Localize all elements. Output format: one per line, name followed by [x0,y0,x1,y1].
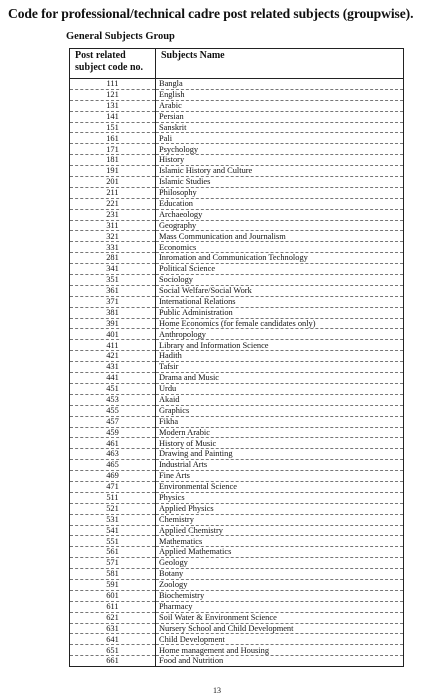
subject-name: Political Science [156,264,404,275]
subject-name: Akaid [156,394,404,405]
subject-name: Pharmacy [156,601,404,612]
table-row [70,601,404,612]
subject-name: Industrial Arts [156,460,404,471]
subject-code: 381 [70,307,156,318]
table-row [70,264,404,275]
table-row [70,187,404,198]
table-row [70,623,404,634]
subject-name: Sanskrit [156,122,404,133]
subject-name: Arabic [156,100,404,111]
table-row [70,558,404,569]
subject-name: Geology [156,558,404,569]
subject-code: 161 [70,133,156,144]
table-row [70,253,404,264]
subject-name: Mathematics [156,536,404,547]
table-row [70,503,404,514]
subject-code: 131 [70,100,156,111]
subject-code: 121 [70,89,156,100]
subject-name: Islamic Studies [156,177,404,188]
table-row [70,405,404,416]
subject-name: Graphics [156,405,404,416]
subject-name: Social Welfare/Social Work [156,285,404,296]
table-row [70,514,404,525]
table-row [70,427,404,438]
subject-name: Islamic History and Culture [156,166,404,177]
table-row [70,536,404,547]
table-row [70,122,404,133]
table-row [70,438,404,449]
table-row [70,209,404,220]
table-row [70,481,404,492]
table-row [70,242,404,253]
subject-code: 351 [70,275,156,286]
subject-code: 231 [70,209,156,220]
table-row [70,383,404,394]
table-row [70,634,404,645]
subject-code: 331 [70,242,156,253]
subject-code: 281 [70,253,156,264]
subject-code: 141 [70,111,156,122]
subject-code: 453 [70,394,156,405]
subject-code: 531 [70,514,156,525]
subject-code: 221 [70,198,156,209]
header-code: Post related subject code no. [70,49,156,79]
subject-name: Sociology [156,275,404,286]
subject-code: 611 [70,601,156,612]
table-row [70,89,404,100]
subject-code: 521 [70,503,156,514]
table-row [70,569,404,580]
subject-name: Hadith [156,351,404,362]
subject-name: Economics [156,242,404,253]
table-row [70,449,404,460]
subject-code: 341 [70,264,156,275]
subject-name: Persian [156,111,404,122]
subject-name: Biochemistry [156,590,404,601]
subject-code: 455 [70,405,156,416]
subject-name: Zoology [156,579,404,590]
subject-code: 321 [70,231,156,242]
subject-code: 191 [70,166,156,177]
table-row [70,656,404,667]
subject-code: 181 [70,155,156,166]
subject-name: History [156,155,404,166]
table-row [70,307,404,318]
table-row [70,155,404,166]
subject-name: Urdu [156,383,404,394]
subject-name: English [156,89,404,100]
subject-code: 457 [70,416,156,427]
header-subject: Subjects Name [156,49,404,79]
subject-name: Education [156,198,404,209]
table-row [70,416,404,427]
subject-name: Nursery School and Child Development [156,623,404,634]
table-row [70,590,404,601]
table-row [70,177,404,188]
subject-code: 421 [70,351,156,362]
table-row [70,133,404,144]
table-row [70,144,404,155]
subject-name: Applied Physics [156,503,404,514]
subject-name: Fine Arts [156,471,404,482]
subject-name: Drawing and Painting [156,449,404,460]
subject-name: Home Economics (for female candidates only) [156,318,404,329]
table-row [70,296,404,307]
subject-code: 511 [70,492,156,503]
subject-code: 451 [70,383,156,394]
subject-code: 391 [70,318,156,329]
table-row [70,471,404,482]
subject-name: Botany [156,569,404,580]
table-row [70,166,404,177]
table-row [70,198,404,209]
subject-code: 581 [70,569,156,580]
subject-code: 441 [70,373,156,384]
subject-name: Mass Communication and Journalism [156,231,404,242]
subject-code: 541 [70,525,156,536]
subject-name: Applied Chemistry [156,525,404,536]
subject-name: Bangla [156,79,404,90]
table-row [70,492,404,503]
subject-code: 465 [70,460,156,471]
subject-code: 661 [70,656,156,667]
subject-code: 311 [70,220,156,231]
subject-name: Geography [156,220,404,231]
subjects-table [69,48,404,667]
subject-code: 641 [70,634,156,645]
subject-code: 201 [70,177,156,188]
table-row [70,111,404,122]
subject-name: History of Music [156,438,404,449]
subject-name: Inromation and Communication Technology [156,253,404,264]
subject-name: Physics [156,492,404,503]
table-row [70,547,404,558]
subject-code: 171 [70,144,156,155]
subject-code: 459 [70,427,156,438]
subject-name: Child Development [156,634,404,645]
table-row [70,275,404,286]
table-row [70,318,404,329]
subject-name: Tafsir [156,362,404,373]
subject-name: Chemistry [156,514,404,525]
table-row [70,351,404,362]
table-row [70,79,404,90]
table-row [70,340,404,351]
table-row [70,460,404,471]
subject-name: Philosophy [156,187,404,198]
subject-code: 211 [70,187,156,198]
table-row [70,220,404,231]
table-row [70,579,404,590]
subject-code: 401 [70,329,156,340]
subject-code: 371 [70,296,156,307]
table-row [70,362,404,373]
table-row [70,373,404,384]
table-row [70,231,404,242]
table-row [70,285,404,296]
subject-name: Environmental Science [156,481,404,492]
subject-code: 651 [70,645,156,656]
subject-code: 461 [70,438,156,449]
subject-code: 411 [70,340,156,351]
subject-code: 463 [70,449,156,460]
table-body [70,79,404,667]
subject-name: Psychology [156,144,404,155]
table-row [70,525,404,536]
subject-code: 471 [70,481,156,492]
table-row [70,394,404,405]
subject-name: Food and Nutrition [156,656,404,667]
subject-name: Drama and Music [156,373,404,384]
subject-code: 361 [70,285,156,296]
table-row [70,100,404,111]
page-number: 13 [213,686,221,695]
group-title: General Subjects Group [66,31,175,42]
subject-name: Library and Information Science [156,340,404,351]
subject-code: 601 [70,590,156,601]
table-row [70,612,404,623]
subject-code: 151 [70,122,156,133]
subject-code: 551 [70,536,156,547]
subject-name: Applied Mathematics [156,547,404,558]
subject-name: Modern Arabic [156,427,404,438]
subject-name: Soil Water & Environment Science [156,612,404,623]
table-row [70,329,404,340]
subject-name: Anthropology [156,329,404,340]
page-title: Code for professional/technical cadre post related subjects (groupwise). [8,6,414,21]
table-row [70,645,404,656]
subject-code: 631 [70,623,156,634]
subject-code: 571 [70,558,156,569]
subject-code: 469 [70,471,156,482]
subject-name: Fikha [156,416,404,427]
subject-code: 591 [70,579,156,590]
subject-code: 431 [70,362,156,373]
subject-name: Public Administration [156,307,404,318]
table-header-row [70,49,404,79]
subject-name: Home management and Housing [156,645,404,656]
subject-name: Archaeology [156,209,404,220]
subject-name: Pali [156,133,404,144]
subject-name: International Relations [156,296,404,307]
subject-code: 111 [70,79,156,90]
subject-code: 561 [70,547,156,558]
subject-code: 621 [70,612,156,623]
